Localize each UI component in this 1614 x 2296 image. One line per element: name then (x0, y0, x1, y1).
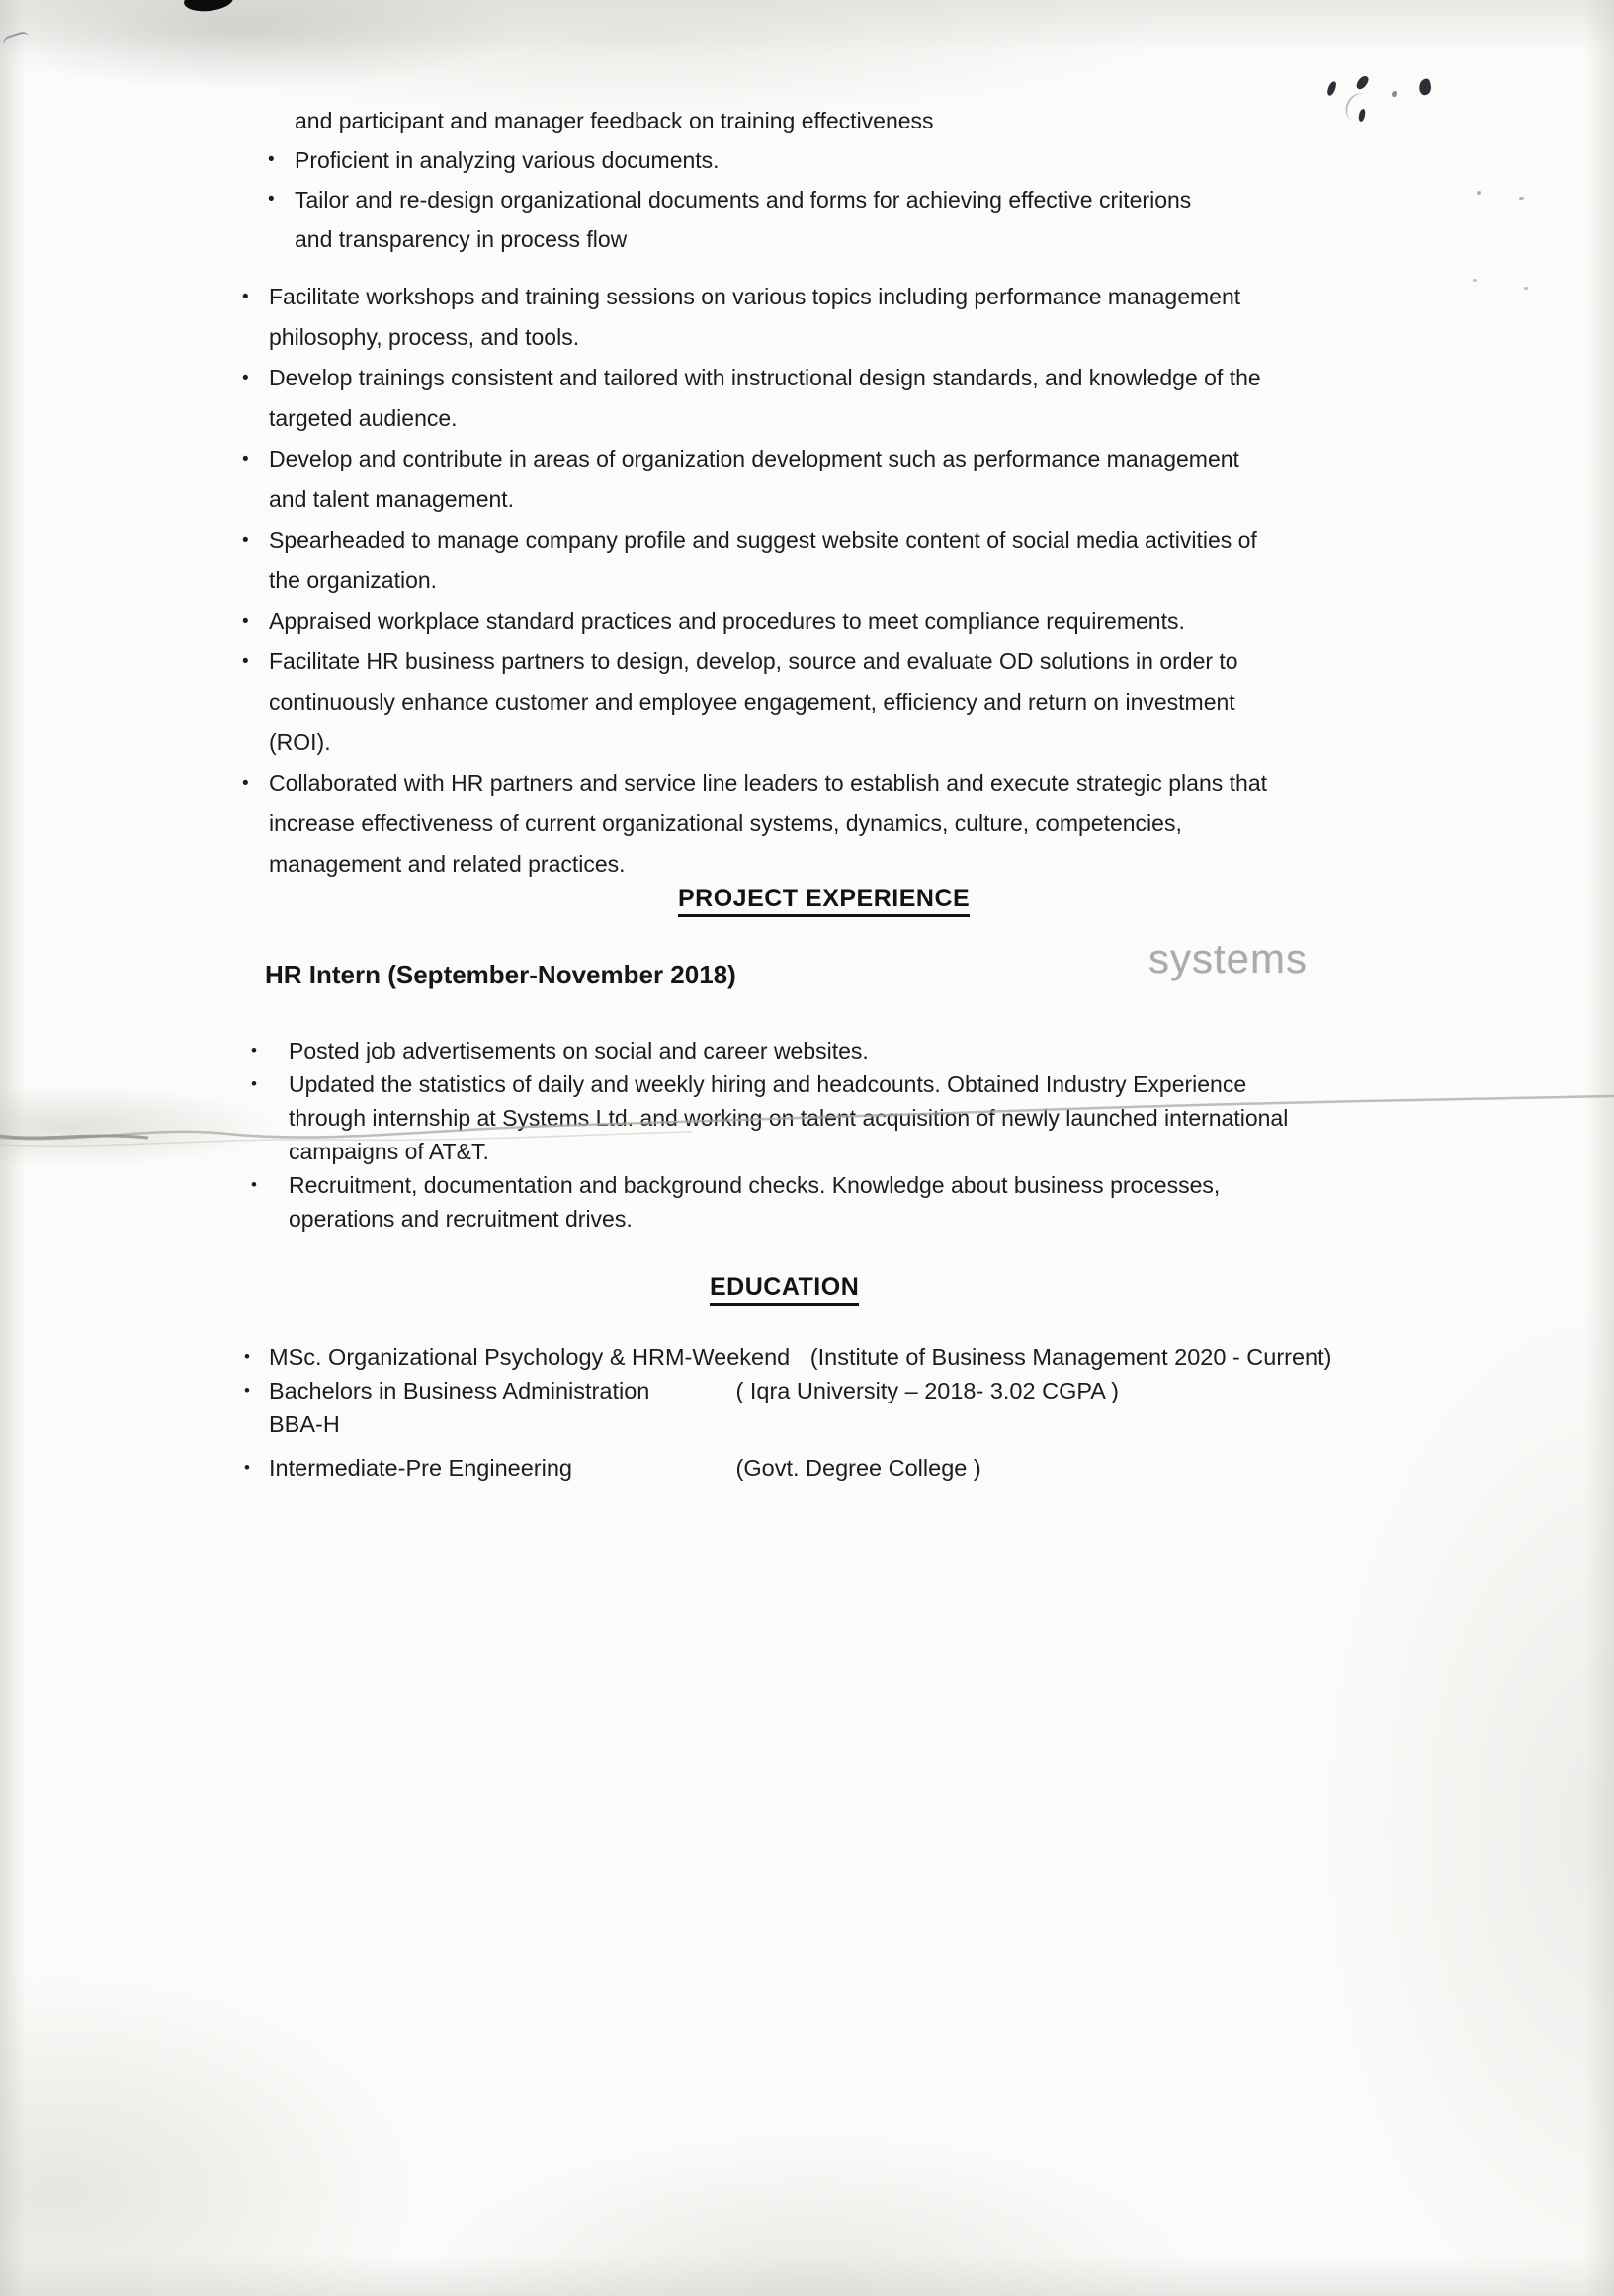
bullet-text: operations and recruitment drives. (289, 1206, 633, 1232)
list-item (242, 358, 1267, 439)
bullet-icon: • (242, 651, 249, 672)
education-item (244, 1340, 1332, 1374)
bullet-icon: • (242, 368, 249, 388)
bullet-icon: • (251, 1175, 257, 1194)
degree-name: MSc. Organizational Psychology & HRM-Weekend (269, 1344, 791, 1370)
ink-speck (1392, 91, 1397, 97)
bullet-icon: • (242, 449, 249, 469)
pencil-mark-top-left (1, 30, 31, 51)
degree-name: Bachelors in Business Administration (269, 1378, 650, 1403)
systems-logo-watermark: systems (1148, 935, 1309, 981)
list-item (242, 277, 1267, 358)
ink-speck (1326, 80, 1337, 96)
bullet-text: Spearheaded to manage company profile and suggest website content of social media activities of (269, 527, 1257, 553)
degree-name: Intermediate-Pre Engineering (269, 1455, 572, 1481)
fold-crease (0, 1082, 1614, 1171)
bullet-text: the organization. (269, 567, 438, 593)
bullet-icon: • (242, 773, 249, 794)
bullet-text: Facilitate HR business partners to design, develop, source and evaluate OD solutions in order to (269, 648, 1238, 674)
bullet-icon: • (242, 287, 249, 307)
list-item (251, 1168, 1288, 1235)
bullet-text: Proficient in analyzing various documents. (295, 147, 720, 173)
bullet-text: Collaborated with HR partners and service line leaders to establish and execute strategic plans that (269, 770, 1268, 796)
bullet-text: Updated the statistics of daily and weekly hiring and headcounts. Obtained Industry Experience (289, 1071, 1247, 1097)
bullet-text: philosophy, process, and tools. (269, 324, 580, 350)
bullet-text: (ROI). (269, 729, 331, 755)
scan-speck (1473, 279, 1477, 282)
summary-continuation-block (268, 101, 1192, 259)
bullet-icon: • (268, 149, 275, 170)
ink-speck (1417, 78, 1432, 96)
bullet-icon: • (268, 189, 275, 210)
list-item (242, 641, 1267, 763)
scan-speck (1477, 191, 1481, 195)
bullet-text: Recruitment, documentation and background checks. Knowledge about business processes, (289, 1172, 1221, 1198)
education-list (244, 1340, 1332, 1485)
ink-speck (1355, 74, 1371, 91)
bullet-text: through internship at Systems Ltd. and working on talent acquisition of newly launched international (289, 1105, 1289, 1131)
bullet-icon: • (251, 1074, 257, 1093)
education-item (244, 1451, 1331, 1485)
bullet-text: and transparency in process flow (295, 226, 628, 252)
bullet-icon: • (244, 1381, 250, 1400)
pencil-curl-mark (1341, 89, 1378, 127)
degree-note: BBA-H (269, 1411, 340, 1437)
responsibilities-list (242, 277, 1268, 885)
list-item (242, 520, 1267, 601)
section-heading-project-experience: PROJECT EXPERIENCE (678, 885, 970, 913)
list-item (268, 180, 1192, 259)
section-heading-education: EDUCATION (710, 1273, 859, 1302)
bullet-text: Posted job advertisements on social and career websites. (289, 1038, 869, 1063)
bullet-icon: • (244, 1347, 250, 1366)
scan-speck (1524, 287, 1528, 290)
bullet-text: targeted audience. (269, 405, 458, 431)
institute-detail: ( Iqra University – 2018- 3.02 CGPA ) (735, 1378, 1120, 1403)
bullet-text: Develop and contribute in areas of organization development such as performance management (269, 446, 1239, 471)
list-item (268, 140, 1191, 180)
bullet-icon: • (242, 611, 249, 632)
continuation-line: and participant and manager feedback on training effectiveness (295, 108, 934, 133)
list-item (242, 763, 1268, 885)
bullet-text: management and related practices. (269, 851, 626, 877)
education-item (244, 1374, 1331, 1407)
bullet-text: campaigns of AT&T. (289, 1139, 489, 1164)
institute-detail: (Govt. Degree College ) (735, 1455, 981, 1481)
bullet-text: increase effectiveness of current organizational systems, dynamics, culture, competencies, (269, 810, 1182, 836)
list-item (251, 1034, 1288, 1067)
list-item (242, 601, 1267, 641)
bullet-text: and talent management. (269, 486, 515, 512)
bullet-text: continuously enhance customer and employee engagement, efficiency and return on investment (269, 689, 1235, 715)
ink-blot-top (183, 0, 234, 14)
bullet-icon: • (251, 1041, 257, 1060)
bullet-icon: • (242, 530, 249, 551)
bullet-text: Develop trainings consistent and tailored with instructional design standards, and knowledge of the (269, 365, 1261, 390)
list-item (242, 439, 1267, 520)
scan-speck (1519, 197, 1524, 200)
bullet-text: Facilitate workshops and training sessions on various topics including performance management (269, 284, 1241, 309)
bullet-text: Tailor and re-design organizational documents and forms for achieving effective criterions (295, 187, 1192, 213)
institute-detail: (Institute of Business Management 2020 - Current) (809, 1344, 1332, 1370)
bullet-icon: • (244, 1458, 250, 1477)
job-title: HR Intern (September-November 2018) (265, 960, 736, 989)
bullet-text: Appraised workplace standard practices and procedures to meet compliance requirements. (269, 608, 1185, 634)
